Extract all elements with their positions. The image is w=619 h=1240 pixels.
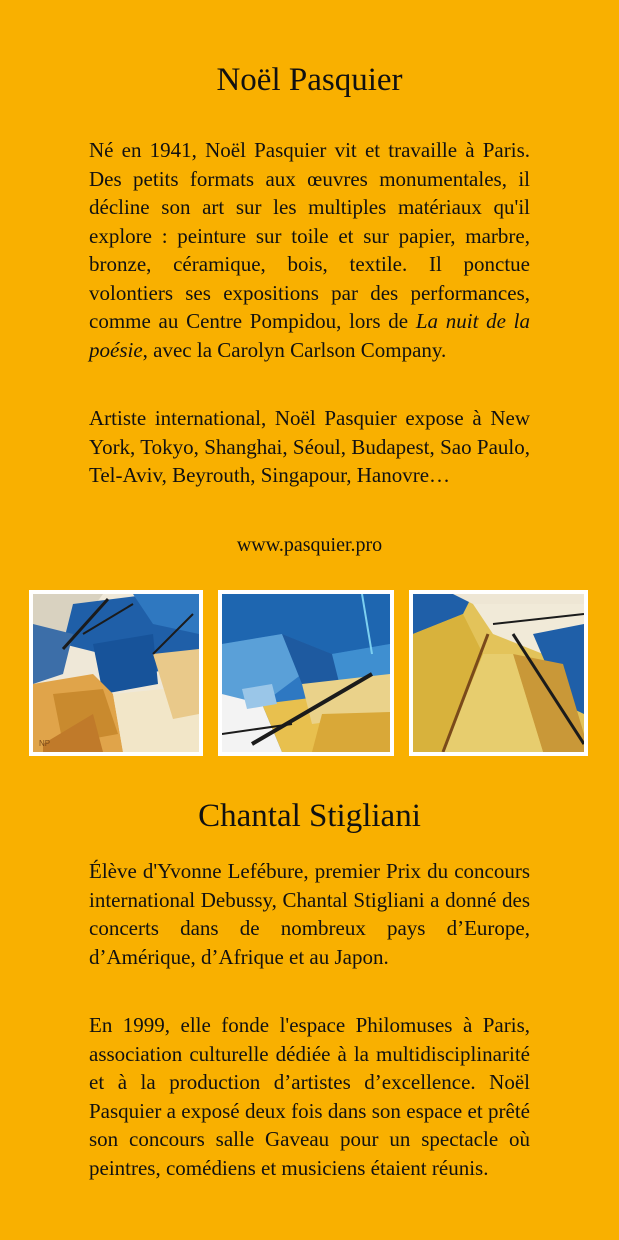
- bio1-lead: Né en 1941, Noël Pasquier vit et travaille à Paris. Des petits formats aux œuvres monumentales, il décline son art sur les multiples matériaux qu'il explore : peinture sur toile et sur papier, marbre, bronze, céramique, bois, textile. Il ponctue volontiers ses expositions par des performances, comme au Centre Pompidou, lors de: [89, 138, 530, 333]
- bio1-tail: , avec la Carolyn Carlson Company.: [142, 337, 447, 362]
- artist2-name: Chantal Stigliani: [198, 798, 421, 834]
- artist2-bio-paragraph-1: Élève d'Yvonne Lefébure, premier Prix du concours international Debussy, Chantal Stigliani a donné des concerts dans de nombreux pays d’Europe, d’Amérique, d’Afrique et au Japon.: [89, 859, 530, 969]
- artist1-bio-paragraph-1: [89, 136, 530, 364]
- artist1-website-link[interactable]: www.pasquier.pro: [236, 534, 383, 556]
- artwork-tapestry-2: [218, 590, 394, 756]
- artist2-bio-paragraph-2: En 1999, elle fonde l'espace Philomuses à Paris, association culturelle dédiée à la multidisciplinarité et à la production d’artistes d’excellence. Noël Pasquier a exposé deux fois dans son espace et prêté son concours salle Gaveau pour un spectacle où peintres, comédiens et musiciens étaient réunis.: [89, 1013, 530, 1180]
- artwork-signature: NP: [39, 739, 51, 748]
- artwork-tapestry-1: [29, 590, 203, 756]
- artist1-name: Noël Pasquier: [216, 62, 403, 98]
- artwork-tapestry-3: [409, 590, 588, 756]
- bio1-work-title: La nuit de la poésie: [89, 309, 530, 362]
- artist1-bio-paragraph-2: Artiste international, Noël Pasquier expose à New York, Tokyo, Shanghai, Séoul, Budapest, Sao Paulo, Tel-Aviv, Beyrouth, Singapour, Hanovre…: [89, 406, 530, 487]
